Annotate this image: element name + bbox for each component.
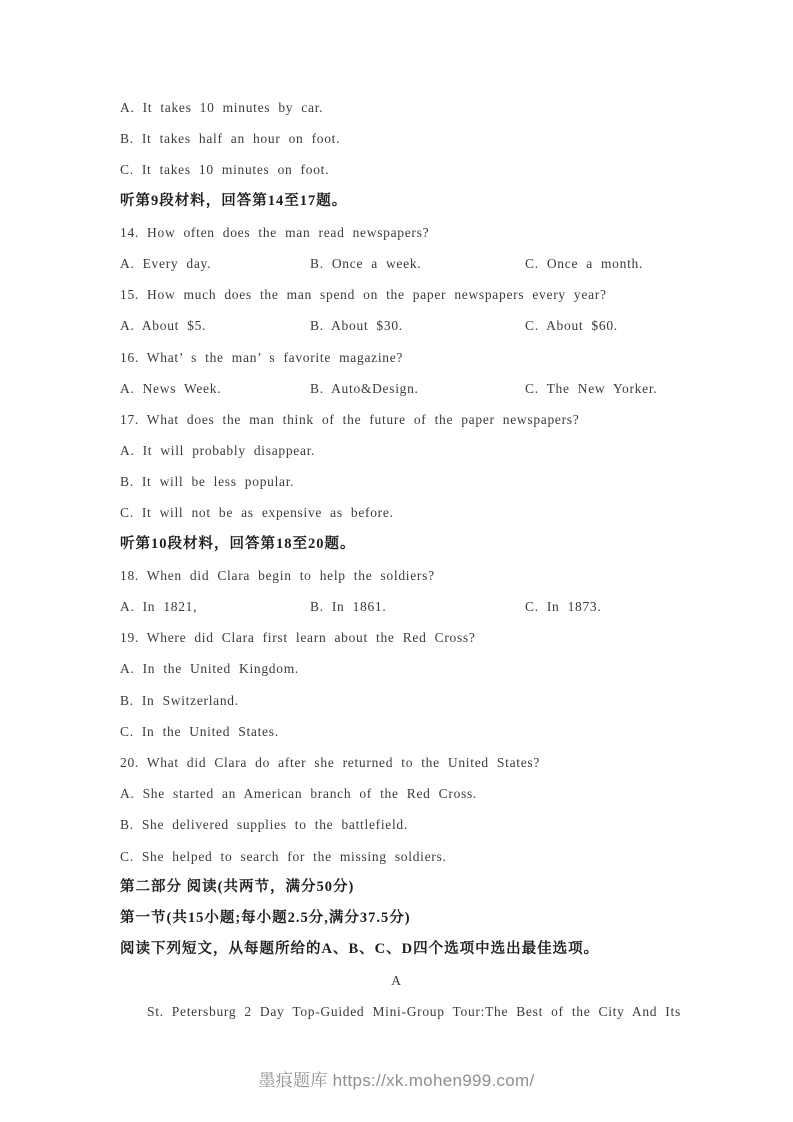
q15-question: 15. How much does the man spend on the paper newspapers every year? — [120, 287, 607, 303]
q13-option-c: C. It takes 10 minutes on foot. — [120, 162, 330, 178]
q20-question: 20. What did Clara do after she returned to the United States? — [120, 754, 541, 770]
q20-option-a: A. She started an American branch of the Red Cross. — [120, 786, 477, 802]
q18-option-c: C. In 1873. — [525, 599, 602, 614]
q19-question: 19. Where did Clara first learn about the Red Cross? — [120, 630, 476, 646]
q17-option-c: C. It will not be as expensive as before. — [120, 505, 394, 521]
q16-option-c: C. The New Yorker. — [525, 380, 658, 396]
watermark-text: 墨痕题库 https://xk.mohen999.com/ — [258, 1070, 535, 1090]
q17-option-a: A. It will probably disappear. — [120, 443, 316, 459]
q16-question: 16. What’ s the man’ s favorite magazine? — [120, 349, 404, 365]
q14-options-row — [120, 248, 673, 279]
q19-option-c: C. In the United States. — [120, 723, 279, 739]
q18-option-b: B. In 1861. — [310, 599, 387, 614]
q20-option-b: B. She delivered supplies to the battlefield. — [120, 817, 408, 833]
q20-option-c: C. She helped to search for the missing soldiers. — [120, 848, 447, 864]
q18-options-row — [120, 591, 673, 622]
q14-option-b: B. Once a week. — [310, 255, 422, 271]
q15-options-row — [120, 310, 673, 341]
q19-option-a: A. In the United Kingdom. — [120, 661, 299, 677]
part2-instruction: 阅读下列短文，从每题所给的A、B、C、D四个选项中选出最佳选项。 — [120, 941, 600, 958]
part2-heading: 第二部分 阅读(共两节，满分50分) — [120, 878, 355, 895]
passage-first-line: St. Petersburg 2 Day Top-Guided Mini-Group Tour:The Best of the City And Its — [147, 1004, 681, 1020]
q17-question: 17. What does the man think of the future of the paper newspapers? — [120, 411, 580, 427]
passage-label: A — [391, 973, 402, 989]
q16-options-row — [120, 373, 673, 404]
watermark-footer — [0, 1066, 793, 1091]
q15-option-b: B. About $30. — [310, 318, 403, 334]
section-9-header: 听第9段材料，回答第14至17题。 — [120, 192, 348, 209]
q16-option-a: A. News Week. — [120, 380, 222, 396]
q19-option-b: B. In Switzerland. — [120, 692, 239, 708]
q14-question: 14. How often does the man read newspapers? — [120, 224, 430, 240]
section-10-header: 听第10段材料，回答第18至20题。 — [120, 535, 356, 552]
q15-option-a: A. About $5. — [120, 318, 207, 334]
q15-option-c: C. About $60. — [525, 318, 618, 334]
q13-option-b: B. It takes half an hour on foot. — [120, 131, 341, 147]
q13-option-a: A. It takes 10 minutes by car. — [120, 100, 324, 115]
q14-option-c: C. Once a month. — [525, 255, 644, 271]
part2-subheading: 第一节(共15小题;每小题2.5分,满分37.5分) — [120, 909, 411, 926]
q17-option-b: B. It will be less popular. — [120, 474, 295, 490]
q18-option-a: A. In 1821, — [120, 599, 198, 614]
q14-option-a: A. Every day. — [120, 255, 212, 271]
q18-question: 18. When did Clara begin to help the soldiers? — [120, 567, 435, 583]
q16-option-b: B. Auto&Design. — [310, 380, 419, 396]
